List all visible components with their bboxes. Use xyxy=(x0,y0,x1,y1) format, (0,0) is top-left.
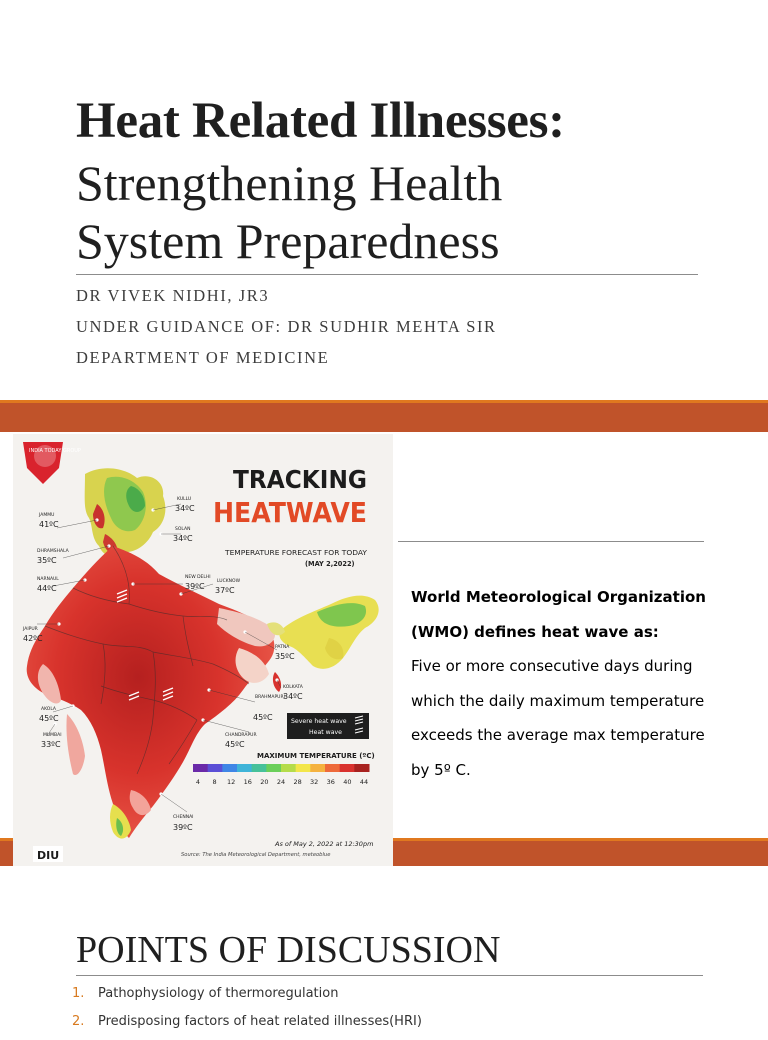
heatwave-map-image xyxy=(13,434,393,866)
temperature-scale-ticks xyxy=(196,778,368,786)
list-item-number: 1. xyxy=(72,986,85,1001)
scale-tick-label: 32 xyxy=(310,778,319,786)
wmo-divider xyxy=(398,541,704,542)
city-name-new-delhi: NEW DELHI xyxy=(185,575,211,580)
scale-tick-label: 44 xyxy=(359,778,369,786)
city-temp-jammu: 41ºC xyxy=(39,520,59,529)
scale-tick-label: 36 xyxy=(326,778,335,786)
city-name-mumbai: MUMBAI xyxy=(43,733,62,738)
city-name-solan: SOLAN xyxy=(175,527,191,532)
points-list xyxy=(72,984,422,1040)
slide-subtitle-line-2: System Preparedness xyxy=(76,213,500,269)
map-forecast-date: (MAY 2,2022) xyxy=(305,560,355,568)
city-temp-kullu: 34ºC xyxy=(175,504,195,513)
wmo-text-line-1: Five or more consecutive days during xyxy=(411,657,693,675)
department-line: DEPARTMENT OF MEDICINE xyxy=(76,348,330,367)
scale-swatch xyxy=(193,764,208,772)
scale-tick-label: 16 xyxy=(243,778,252,786)
city-temp-chandrapur: 45ºC xyxy=(225,740,245,749)
city-name-kolkata: KOLKATA xyxy=(283,685,303,690)
city-temp-solan: 34ºC xyxy=(173,534,193,543)
city-name-lucknow: LUCKNOW xyxy=(217,579,241,584)
scale-swatch xyxy=(325,764,340,772)
wmo-text-line-4: by 5º C. xyxy=(411,760,471,779)
temperature-scale-bar xyxy=(193,764,370,772)
city-name-chennai: CHENNAI xyxy=(173,815,194,820)
scale-swatch xyxy=(310,764,325,772)
heatwave-map-svg xyxy=(13,434,393,866)
legend-heat-wave: Heat wave xyxy=(309,729,342,736)
map-headline-tracking: TRACKING xyxy=(233,465,367,494)
city-temp-akola: 45ºC xyxy=(39,714,59,723)
india-today-logo xyxy=(23,442,81,484)
scale-swatch xyxy=(222,764,237,772)
points-divider xyxy=(76,975,703,976)
band-highlight xyxy=(0,400,768,403)
scale-swatch xyxy=(266,764,281,772)
scale-tick-label: 8 xyxy=(212,778,217,786)
wmo-definition xyxy=(411,580,751,787)
slide-subtitle-line-1: Strengthening Health xyxy=(76,155,503,211)
city-name-kullu: KULLU xyxy=(177,497,192,502)
map-as-of: As of May 2, 2022 at 12:30pm xyxy=(275,840,374,848)
city-temp-new-delhi: 39ºC xyxy=(185,582,205,591)
scale-swatch xyxy=(354,764,369,772)
city-temp-narnaul: 44ºC xyxy=(37,584,57,593)
city-temp-brahmapuri: 45ºC xyxy=(253,713,273,722)
scale-tick-label: 4 xyxy=(195,778,201,786)
title-divider xyxy=(76,274,698,275)
city-temp-kolkata: 34ºC xyxy=(283,692,303,701)
city-temp-dhramshala: 35ºC xyxy=(37,556,57,565)
wmo-text-line-2: which the daily maximum temperature xyxy=(411,691,705,710)
scale-swatch xyxy=(237,764,252,772)
city-name-chandrapur: CHANDRAPUR xyxy=(225,733,257,738)
map-headline-heatwave: HEATWAVE xyxy=(213,496,367,529)
wmo-text-line-3: exceeds the average max temperature xyxy=(411,726,705,744)
map-source: Source: The India Meteorological Department, meteoblue xyxy=(181,852,331,858)
scale-tick-label: 20 xyxy=(260,778,269,786)
wmo-heading-line-2: (WMO) defines heat wave as: xyxy=(411,622,659,641)
list-item-number: 2. xyxy=(72,1014,85,1029)
points-title: POINTS OF DISCUSSION xyxy=(76,929,501,971)
city-name-jaipur: JAIPUR xyxy=(23,627,38,632)
author-line: DR VIVEK NIDHI, JR3 xyxy=(76,286,270,305)
scale-tick-label: 28 xyxy=(293,778,302,786)
legend-severe-heat-wave: Severe heat wave xyxy=(291,718,347,725)
city-name-narnaul: NARNAUL xyxy=(37,577,59,582)
city-temp-patna: 35ºC xyxy=(275,652,295,661)
guidance-line: UNDER GUIDANCE OF: DR SUDHIR MEHTA SIR xyxy=(76,317,497,336)
scale-swatch xyxy=(340,764,355,772)
city-name-dhramshala: DHRAMSHALA xyxy=(37,549,69,554)
scale-swatch xyxy=(252,764,267,772)
list-item-text: Pathophysiology of thermoregulation xyxy=(98,986,339,1001)
list-item xyxy=(72,1012,422,1040)
scale-tick-label: 12 xyxy=(227,778,236,786)
scale-tick-label: 24 xyxy=(276,778,286,786)
scale-swatch xyxy=(208,764,223,772)
list-item-text: Predisposing factors of heat related illnesses(HRI) xyxy=(98,1014,422,1029)
list-item xyxy=(72,984,422,1012)
logo-brand-text: INDIA TODAY GROUP xyxy=(29,448,81,454)
title-slide xyxy=(0,0,768,400)
scale-swatch xyxy=(281,764,296,772)
scale-tick-label: 40 xyxy=(343,778,352,786)
slide-separator-band xyxy=(0,400,768,432)
scale-swatch xyxy=(296,764,311,772)
heatwave-legend xyxy=(287,713,369,739)
city-temp-mumbai: 33ºC xyxy=(41,740,61,749)
city-temp-jaipur: 42ºC xyxy=(23,634,43,643)
temperature-scale-title: MAXIMUM TEMPERATURE (ºC) xyxy=(257,752,375,760)
slide-title: Heat Related Illnesses: xyxy=(76,93,565,149)
map-region-main xyxy=(27,546,275,838)
wmo-heading-line-1: World Meteorological Organization xyxy=(411,588,706,606)
city-temp-lucknow: 37ºC xyxy=(215,586,235,595)
city-name-patna: PATNA xyxy=(275,645,290,650)
city-name-akola: AKOLA xyxy=(41,707,57,712)
map-forecast-subtitle: TEMPERATURE FORECAST FOR TODAY xyxy=(223,549,369,557)
city-name-jammu: JAMMU xyxy=(39,513,55,518)
city-temp-chennai: 39ºC xyxy=(173,823,193,832)
diu-logo: DIU xyxy=(37,849,60,862)
city-name-brahmapuri: BRAHMAPURI xyxy=(255,695,285,700)
